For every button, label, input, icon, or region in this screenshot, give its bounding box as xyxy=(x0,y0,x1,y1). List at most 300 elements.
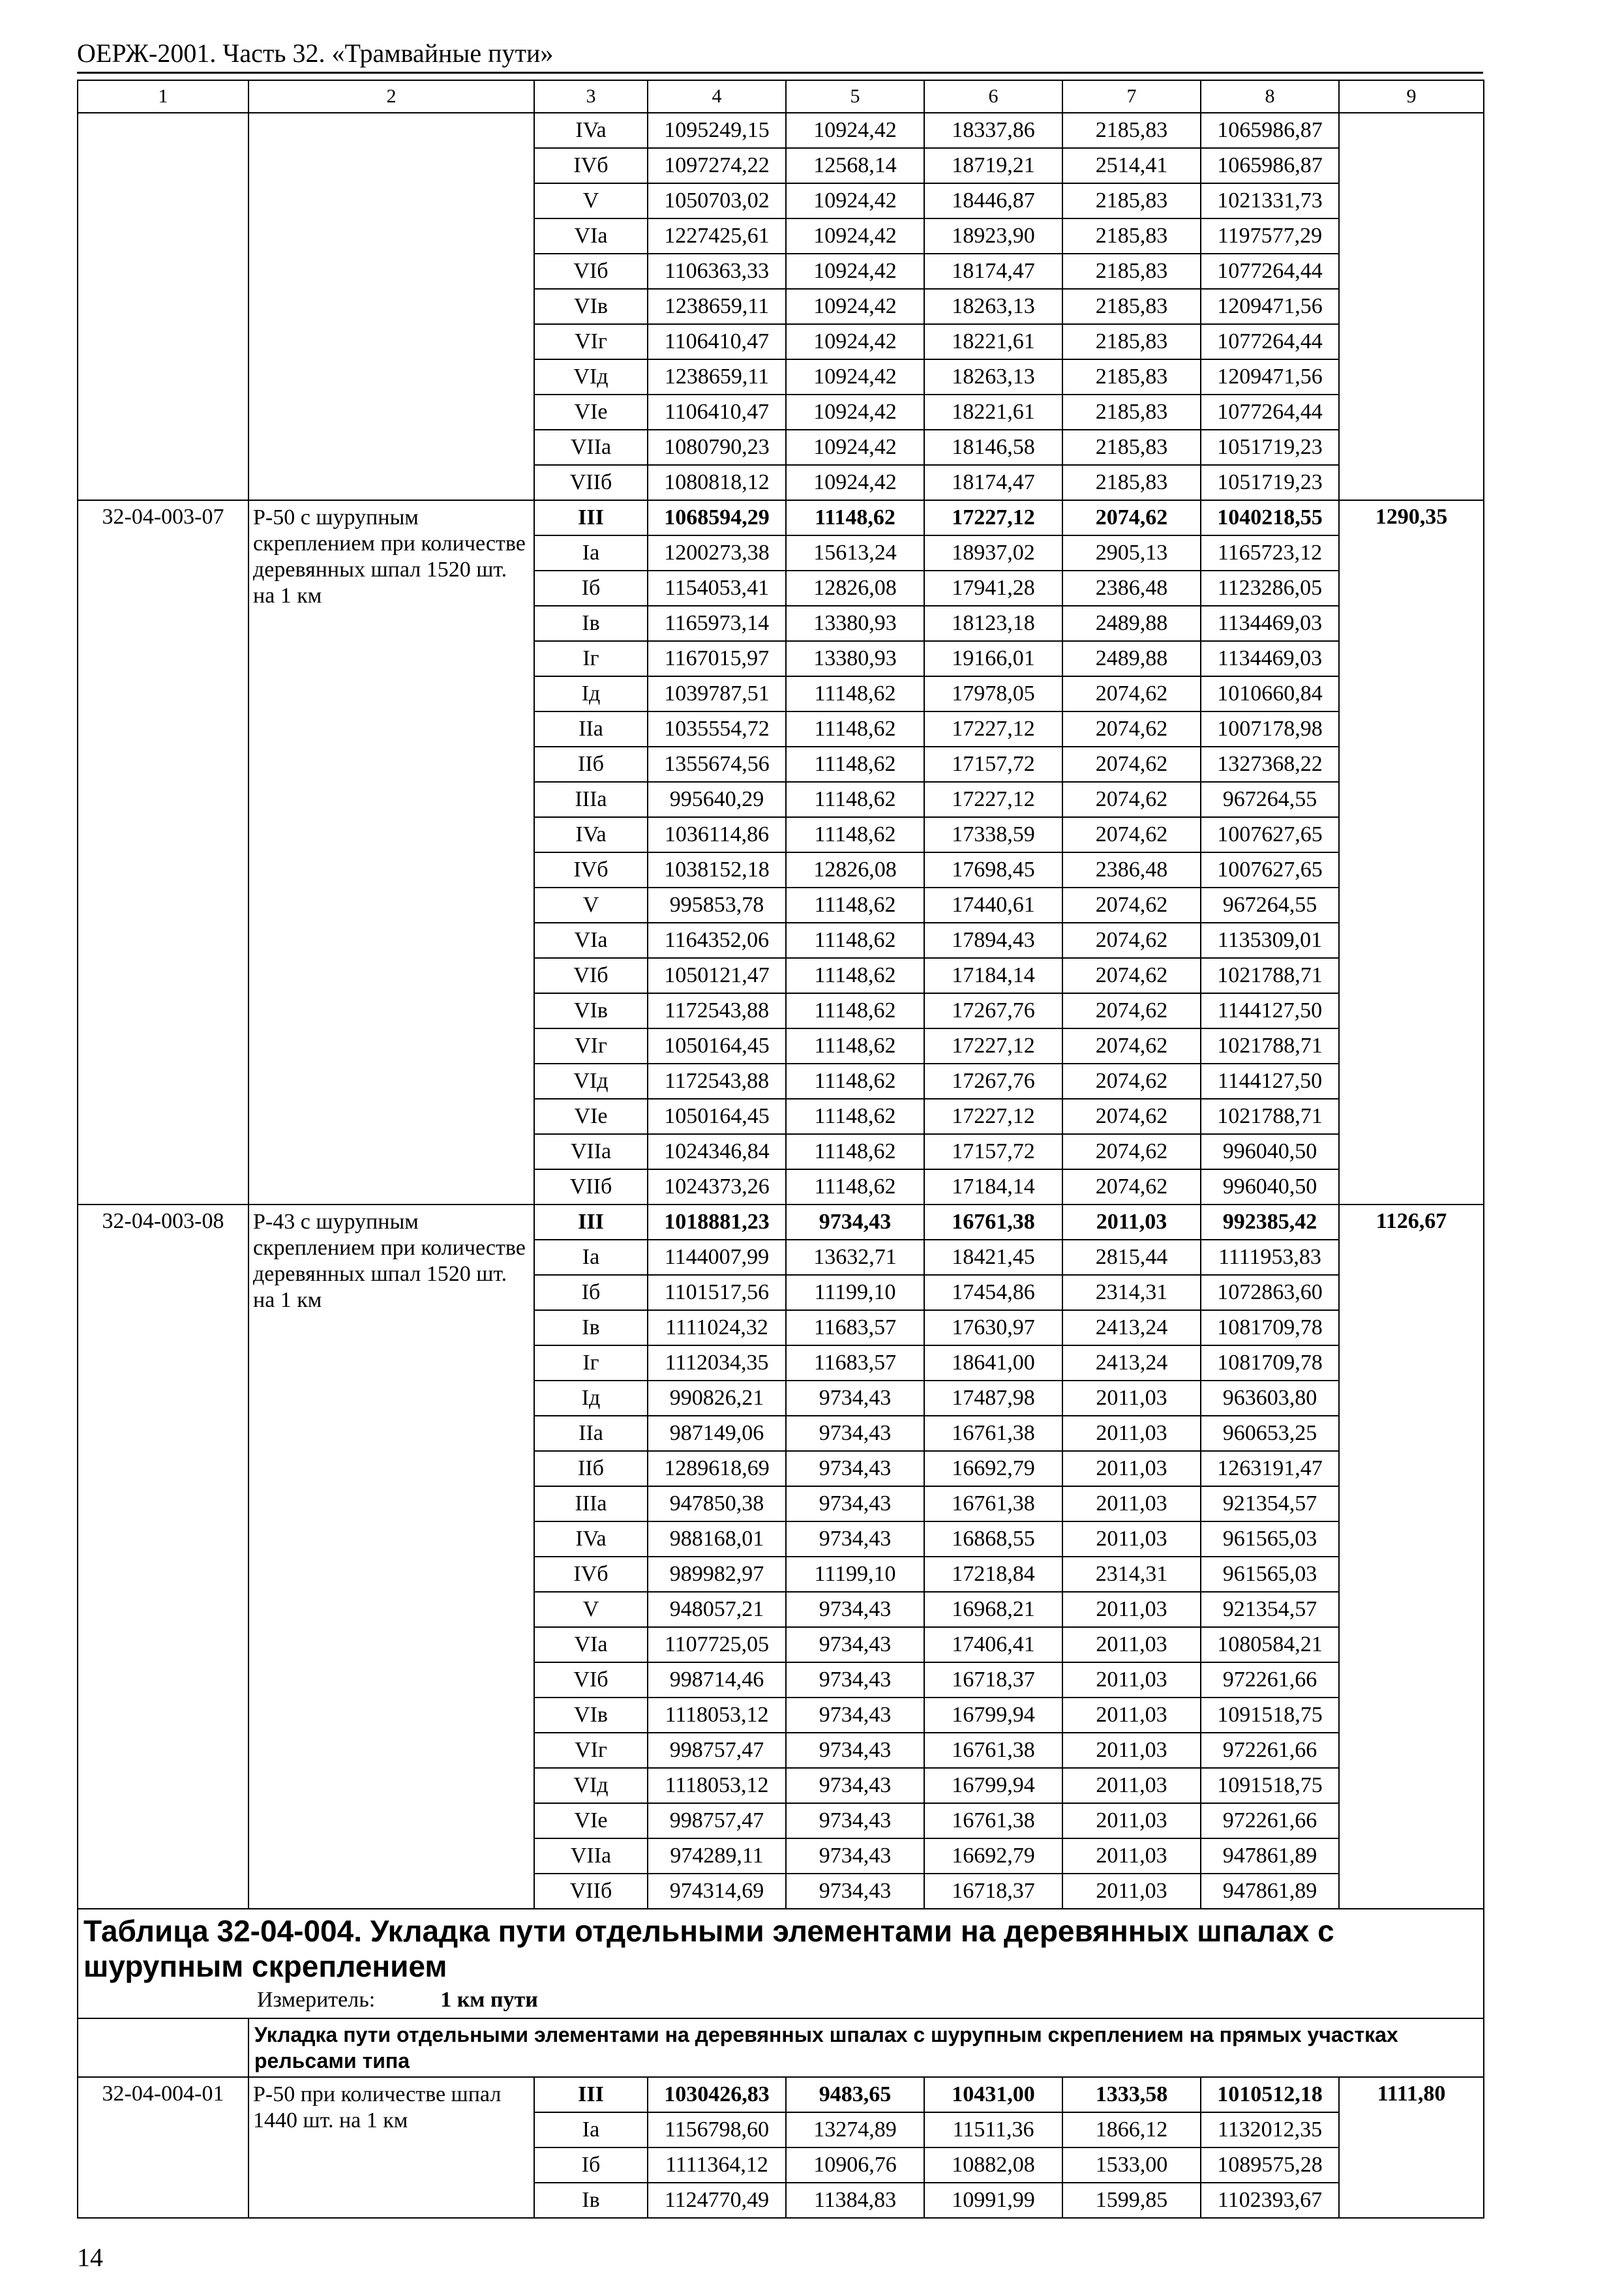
empty-cell xyxy=(78,2018,248,2077)
zone-cell: VIa xyxy=(534,218,648,254)
column-number-row xyxy=(78,80,1484,113)
value-cell: 18174,47 xyxy=(924,465,1062,500)
measure-value: 1 км пути xyxy=(440,1988,538,2012)
measure-line xyxy=(83,1986,1478,2014)
column-number: 9 xyxy=(1339,80,1484,113)
zone-cell: VIIб xyxy=(534,1874,648,1909)
value-cell: 967264,55 xyxy=(1201,782,1339,817)
value-cell: 18221,61 xyxy=(924,395,1062,430)
value-cell: 17454,86 xyxy=(924,1275,1062,1310)
value-cell: 10924,42 xyxy=(786,289,924,324)
value-cell: 18337,86 xyxy=(924,113,1062,148)
zone-cell: VIб xyxy=(534,1662,648,1698)
value-cell: 9734,43 xyxy=(786,1592,924,1627)
value-cell: 18221,61 xyxy=(924,324,1062,359)
value-cell: 11148,62 xyxy=(786,888,924,923)
value-cell: 2074,62 xyxy=(1062,993,1201,1028)
zone-cell: VIв xyxy=(534,1698,648,1733)
value-cell: 1081709,78 xyxy=(1201,1345,1339,1381)
value-cell: 2185,83 xyxy=(1062,113,1201,148)
value-cell: 9734,43 xyxy=(786,1698,924,1733)
value-cell: 10924,42 xyxy=(786,324,924,359)
value-cell: 2074,62 xyxy=(1062,747,1201,782)
value-cell: 17338,59 xyxy=(924,817,1062,852)
zone-cell: V xyxy=(534,888,648,923)
zone-cell: IIa xyxy=(534,711,648,747)
value-cell: 1036114,86 xyxy=(648,817,786,852)
value-cell: 967264,55 xyxy=(1201,888,1339,923)
measure-label: Измеритель: xyxy=(257,1988,376,2012)
value-cell: 17227,12 xyxy=(924,1028,1062,1064)
value-cell: 1091518,75 xyxy=(1201,1768,1339,1803)
value-cell: 1118053,12 xyxy=(648,1698,786,1733)
value-cell: 11148,62 xyxy=(786,923,924,958)
value-cell: 9734,43 xyxy=(786,1627,924,1662)
value-cell: 10924,42 xyxy=(786,254,924,289)
value-cell: 17157,72 xyxy=(924,747,1062,782)
value-cell: 1035554,72 xyxy=(648,711,786,747)
value-cell: 17698,45 xyxy=(924,852,1062,888)
value-cell: 9734,43 xyxy=(786,1451,924,1486)
value-cell: 974314,69 xyxy=(648,1874,786,1909)
value-cell: 17978,05 xyxy=(924,676,1062,711)
value-cell: 2011,03 xyxy=(1062,1838,1201,1874)
value-cell: 16761,38 xyxy=(924,1486,1062,1521)
value-cell: 1018881,23 xyxy=(648,1204,786,1240)
value-cell: 11148,62 xyxy=(786,817,924,852)
value-cell: 989982,97 xyxy=(648,1557,786,1592)
zone-cell: VIг xyxy=(534,1028,648,1064)
value-cell: 1050703,02 xyxy=(648,183,786,218)
zone-cell: VIIa xyxy=(534,1838,648,1874)
value-cell: 1038152,18 xyxy=(648,852,786,888)
value-cell: 996040,50 xyxy=(1201,1134,1339,1169)
value-cell: 2011,03 xyxy=(1062,1698,1201,1733)
value-cell: 2074,62 xyxy=(1062,1064,1201,1099)
value-cell: 2011,03 xyxy=(1062,1381,1201,1416)
value-cell: 2074,62 xyxy=(1062,1134,1201,1169)
value-cell: 1172543,88 xyxy=(648,1064,786,1099)
value-cell: 1289618,69 xyxy=(648,1451,786,1486)
value-cell: 1263191,47 xyxy=(1201,1451,1339,1486)
value-cell: 1080818,12 xyxy=(648,465,786,500)
value-cell: 1081709,78 xyxy=(1201,1310,1339,1345)
value-cell: 995853,78 xyxy=(648,888,786,923)
value-cell: 2074,62 xyxy=(1062,711,1201,747)
value-cell: 10924,42 xyxy=(786,430,924,465)
value-cell: 1077264,44 xyxy=(1201,324,1339,359)
value-cell: 1327368,22 xyxy=(1201,747,1339,782)
value-cell: 1156798,60 xyxy=(648,2112,786,2147)
value-cell: 1051719,23 xyxy=(1201,465,1339,500)
value-cell: 9483,65 xyxy=(786,2077,924,2112)
value-cell: 2314,31 xyxy=(1062,1557,1201,1592)
value-cell: 10431,00 xyxy=(924,2077,1062,2112)
value-cell: 1021331,73 xyxy=(1201,183,1339,218)
value-cell: 17487,98 xyxy=(924,1381,1062,1416)
value-cell: 18263,13 xyxy=(924,289,1062,324)
value-cell: 998757,47 xyxy=(648,1733,786,1768)
value-cell: 2905,13 xyxy=(1062,535,1201,571)
value-cell: 961565,03 xyxy=(1201,1557,1339,1592)
value-cell: 1599,85 xyxy=(1062,2183,1201,2218)
value-cell: 992385,42 xyxy=(1201,1204,1339,1240)
zone-cell: Iв xyxy=(534,606,648,641)
value-cell: 1106363,33 xyxy=(648,254,786,289)
value-cell: 921354,57 xyxy=(1201,1592,1339,1627)
value-cell: 16692,79 xyxy=(924,1838,1062,1874)
value-cell: 17157,72 xyxy=(924,1134,1062,1169)
value-cell: 1112034,35 xyxy=(648,1345,786,1381)
value-cell: 1165723,12 xyxy=(1201,535,1339,571)
value-cell: 9734,43 xyxy=(786,1838,924,1874)
rate-description xyxy=(248,113,534,500)
value-cell: 1124770,49 xyxy=(648,2183,786,2218)
zone-cell: IVa xyxy=(534,817,648,852)
value-cell: 10906,76 xyxy=(786,2147,924,2183)
value-cell: 11148,62 xyxy=(786,1028,924,1064)
value-cell: 9734,43 xyxy=(786,1521,924,1557)
value-cell: 1050164,45 xyxy=(648,1099,786,1134)
value-cell: 9734,43 xyxy=(786,1381,924,1416)
value-cell: 16718,37 xyxy=(924,1874,1062,1909)
value-cell: 2386,48 xyxy=(1062,852,1201,888)
value-cell: 998714,46 xyxy=(648,1662,786,1698)
value-cell: 9734,43 xyxy=(786,1768,924,1803)
value-cell: 15613,24 xyxy=(786,535,924,571)
zone-cell: VIe xyxy=(534,1099,648,1134)
value-cell: 1024373,26 xyxy=(648,1169,786,1204)
rate-code: 32-04-003-07 xyxy=(78,500,248,1204)
value-cell: 1209471,56 xyxy=(1201,359,1339,395)
value-cell: 17941,28 xyxy=(924,571,1062,606)
value-cell: 2011,03 xyxy=(1062,1662,1201,1698)
value-cell: 1024346,84 xyxy=(648,1134,786,1169)
value-cell: 18174,47 xyxy=(924,254,1062,289)
value-cell: 947861,89 xyxy=(1201,1838,1339,1874)
value-cell: 9734,43 xyxy=(786,1486,924,1521)
value-cell: 1333,58 xyxy=(1062,2077,1201,2112)
value-cell: 17227,12 xyxy=(924,1099,1062,1134)
value-cell: 9734,43 xyxy=(786,1733,924,1768)
value-cell: 2386,48 xyxy=(1062,571,1201,606)
value-cell: 1007627,65 xyxy=(1201,817,1339,852)
value-cell: 18937,02 xyxy=(924,535,1062,571)
zone-cell: V xyxy=(534,1592,648,1627)
zone-cell: Iг xyxy=(534,641,648,676)
value-cell: 1238659,11 xyxy=(648,289,786,324)
value-cell: 1197577,29 xyxy=(1201,218,1339,254)
value-cell: 11148,62 xyxy=(786,958,924,993)
zone-cell: VIб xyxy=(534,958,648,993)
value-cell: 960653,25 xyxy=(1201,1416,1339,1451)
value-cell: 2185,83 xyxy=(1062,324,1201,359)
value-cell: 1039787,51 xyxy=(648,676,786,711)
value-cell: 2314,31 xyxy=(1062,1275,1201,1310)
zone-cell: IVб xyxy=(534,852,648,888)
value-cell: 10924,42 xyxy=(786,183,924,218)
value-cell: 947850,38 xyxy=(648,1486,786,1521)
value-cell: 1135309,01 xyxy=(1201,923,1339,958)
value-cell: 1106410,47 xyxy=(648,395,786,430)
value-cell: 1065986,87 xyxy=(1201,148,1339,183)
value-cell: 2514,41 xyxy=(1062,148,1201,183)
labor-cost-cell: 1126,67 xyxy=(1339,1204,1484,1909)
value-cell: 963603,80 xyxy=(1201,1381,1339,1416)
zone-cell: VIa xyxy=(534,923,648,958)
zone-cell: IVa xyxy=(534,113,648,148)
value-cell: 13380,93 xyxy=(786,641,924,676)
column-number: 4 xyxy=(648,80,786,113)
value-cell: 11384,83 xyxy=(786,2183,924,2218)
value-cell: 9734,43 xyxy=(786,1803,924,1838)
value-cell: 17184,14 xyxy=(924,1169,1062,1204)
value-cell: 11683,57 xyxy=(786,1310,924,1345)
value-cell: 16799,94 xyxy=(924,1698,1062,1733)
zone-cell: IIб xyxy=(534,1451,648,1486)
table-row xyxy=(78,500,1484,535)
value-cell: 1355674,56 xyxy=(648,747,786,782)
column-number: 1 xyxy=(78,80,248,113)
table-row xyxy=(78,113,1484,148)
value-cell: 16761,38 xyxy=(924,1204,1062,1240)
value-cell: 17894,43 xyxy=(924,923,1062,958)
value-cell: 2011,03 xyxy=(1062,1592,1201,1627)
value-cell: 17267,76 xyxy=(924,1064,1062,1099)
column-number: 2 xyxy=(248,80,534,113)
value-cell: 18641,00 xyxy=(924,1345,1062,1381)
value-cell: 9734,43 xyxy=(786,1662,924,1698)
value-cell: 2074,62 xyxy=(1062,1099,1201,1134)
value-cell: 1077264,44 xyxy=(1201,254,1339,289)
value-cell: 1097274,22 xyxy=(648,148,786,183)
value-cell: 948057,21 xyxy=(648,1592,786,1627)
value-cell: 1065986,87 xyxy=(1201,113,1339,148)
value-cell: 996040,50 xyxy=(1201,1169,1339,1204)
value-cell: 2185,83 xyxy=(1062,289,1201,324)
value-cell: 990826,21 xyxy=(648,1381,786,1416)
value-cell: 2489,88 xyxy=(1062,606,1201,641)
value-cell: 11148,62 xyxy=(786,1169,924,1204)
value-cell: 9734,43 xyxy=(786,1204,924,1240)
value-cell: 18123,18 xyxy=(924,606,1062,641)
value-cell: 1132012,35 xyxy=(1201,2112,1339,2147)
value-cell: 11683,57 xyxy=(786,1345,924,1381)
value-cell: 1107725,05 xyxy=(648,1627,786,1662)
value-cell: 11148,62 xyxy=(786,747,924,782)
value-cell: 16718,37 xyxy=(924,1662,1062,1698)
zone-cell: Ia xyxy=(534,535,648,571)
section-title: Укладка пути отдельными элементами на деревянных шпалах с шурупным скреплением на прямых участках рельсами типа xyxy=(248,2018,1484,2077)
value-cell: 19166,01 xyxy=(924,641,1062,676)
value-cell: 11148,62 xyxy=(786,711,924,747)
value-cell: 11148,62 xyxy=(786,1064,924,1099)
value-cell: 17630,97 xyxy=(924,1310,1062,1345)
value-cell: 1209471,56 xyxy=(1201,289,1339,324)
value-cell: 2074,62 xyxy=(1062,782,1201,817)
zone-cell: Iд xyxy=(534,1381,648,1416)
value-cell: 1021788,71 xyxy=(1201,1028,1339,1064)
value-cell: 1118053,12 xyxy=(648,1768,786,1803)
zone-cell: VIг xyxy=(534,324,648,359)
rate-description: Р-50 с шурупным скреплением при количестве деревянных шпал 1520 шт. на 1 км xyxy=(248,500,534,1204)
value-cell: 17218,84 xyxy=(924,1557,1062,1592)
zone-cell: VIг xyxy=(534,1733,648,1768)
value-cell: 1068594,29 xyxy=(648,500,786,535)
value-cell: 11148,62 xyxy=(786,993,924,1028)
zone-cell: IIIa xyxy=(534,1486,648,1521)
value-cell: 1123286,05 xyxy=(1201,571,1339,606)
table-title-cell xyxy=(78,1909,1484,2018)
value-cell: 1077264,44 xyxy=(1201,395,1339,430)
value-cell: 2011,03 xyxy=(1062,1416,1201,1451)
zone-cell: VIIa xyxy=(534,430,648,465)
value-cell: 12568,14 xyxy=(786,148,924,183)
value-cell: 1165973,14 xyxy=(648,606,786,641)
zone-cell: IVб xyxy=(534,148,648,183)
column-number: 5 xyxy=(786,80,924,113)
value-cell: 2011,03 xyxy=(1062,1874,1201,1909)
page-header: ОЕРЖ-2001. Часть 32. «Трамвайные пути» xyxy=(77,38,554,68)
value-cell: 11199,10 xyxy=(786,1275,924,1310)
value-cell: 2011,03 xyxy=(1062,1768,1201,1803)
value-cell: 10924,42 xyxy=(786,218,924,254)
value-cell: 11511,36 xyxy=(924,2112,1062,2147)
value-cell: 2074,62 xyxy=(1062,676,1201,711)
value-cell: 16761,38 xyxy=(924,1803,1062,1838)
value-cell: 11148,62 xyxy=(786,1134,924,1169)
value-cell: 12826,08 xyxy=(786,571,924,606)
zone-cell: Iв xyxy=(534,1310,648,1345)
zone-cell: V xyxy=(534,183,648,218)
zone-cell: VIв xyxy=(534,993,648,1028)
value-cell: 10924,42 xyxy=(786,113,924,148)
value-cell: 18421,45 xyxy=(924,1240,1062,1275)
value-cell: 2011,03 xyxy=(1062,1803,1201,1838)
value-cell: 2011,03 xyxy=(1062,1627,1201,1662)
value-cell: 972261,66 xyxy=(1201,1733,1339,1768)
rate-description: Р-50 при количестве шпал 1440 шт. на 1 км xyxy=(248,2077,534,2218)
section-title-row xyxy=(78,2018,1484,2077)
value-cell: 2413,24 xyxy=(1062,1310,1201,1345)
value-cell: 1010512,18 xyxy=(1201,2077,1339,2112)
value-cell: 17440,61 xyxy=(924,888,1062,923)
value-cell: 1144127,50 xyxy=(1201,1064,1339,1099)
zone-cell: IIa xyxy=(534,1416,648,1451)
value-cell: 9734,43 xyxy=(786,1874,924,1909)
value-cell: 1106410,47 xyxy=(648,324,786,359)
value-cell: 1007627,65 xyxy=(1201,852,1339,888)
value-cell: 1111364,12 xyxy=(648,2147,786,2183)
rates-table-body xyxy=(78,80,1484,2218)
value-cell: 16799,94 xyxy=(924,1768,1062,1803)
value-cell: 2185,83 xyxy=(1062,218,1201,254)
value-cell: 18719,21 xyxy=(924,148,1062,183)
zone-cell: III xyxy=(534,2077,648,2112)
value-cell: 1866,12 xyxy=(1062,2112,1201,2147)
table-title-row xyxy=(78,1909,1484,2018)
zone-cell: IVa xyxy=(534,1521,648,1557)
value-cell: 1102393,67 xyxy=(1201,2183,1339,2218)
value-cell: 998757,47 xyxy=(648,1803,786,1838)
value-cell: 16761,38 xyxy=(924,1416,1062,1451)
value-cell: 17227,12 xyxy=(924,782,1062,817)
value-cell: 1091518,75 xyxy=(1201,1698,1339,1733)
value-cell: 11148,62 xyxy=(786,676,924,711)
value-cell: 1200273,38 xyxy=(648,535,786,571)
table-title: Таблица 32-04-004. Укладка пути отдельными элементами на деревянных шпалах с шурупным скреплением xyxy=(83,1914,1334,1983)
value-cell: 972261,66 xyxy=(1201,1662,1339,1698)
value-cell: 18146,58 xyxy=(924,430,1062,465)
value-cell: 11199,10 xyxy=(786,1557,924,1592)
value-cell: 1050164,45 xyxy=(648,1028,786,1064)
zone-cell: Iг xyxy=(534,1345,648,1381)
table-row xyxy=(78,1204,1484,1240)
value-cell: 2074,62 xyxy=(1062,500,1201,535)
value-cell: 17267,76 xyxy=(924,993,1062,1028)
zone-cell: IVб xyxy=(534,1557,648,1592)
value-cell: 2185,83 xyxy=(1062,465,1201,500)
zone-cell: VIa xyxy=(534,1627,648,1662)
value-cell: 10882,08 xyxy=(924,2147,1062,2183)
value-cell: 2074,62 xyxy=(1062,817,1201,852)
value-cell: 18446,87 xyxy=(924,183,1062,218)
column-number: 3 xyxy=(534,80,648,113)
value-cell: 16868,55 xyxy=(924,1521,1062,1557)
value-cell: 2074,62 xyxy=(1062,1028,1201,1064)
value-cell: 17184,14 xyxy=(924,958,1062,993)
value-cell: 2011,03 xyxy=(1062,1486,1201,1521)
value-cell: 2413,24 xyxy=(1062,1345,1201,1381)
zone-cell: VIIa xyxy=(534,1134,648,1169)
value-cell: 1050121,47 xyxy=(648,958,786,993)
rate-code: 32-04-003-08 xyxy=(78,1204,248,1909)
value-cell: 16761,38 xyxy=(924,1733,1062,1768)
value-cell: 1164352,06 xyxy=(648,923,786,958)
value-cell: 1238659,11 xyxy=(648,359,786,395)
value-cell: 11148,62 xyxy=(786,1099,924,1134)
value-cell: 987149,06 xyxy=(648,1416,786,1451)
value-cell: 2011,03 xyxy=(1062,1451,1201,1486)
value-cell: 2074,62 xyxy=(1062,958,1201,993)
value-cell: 974289,11 xyxy=(648,1838,786,1874)
value-cell: 10924,42 xyxy=(786,465,924,500)
value-cell: 961565,03 xyxy=(1201,1521,1339,1557)
zone-cell: Iв xyxy=(534,2183,648,2218)
zone-cell: VIб xyxy=(534,254,648,289)
value-cell: 2011,03 xyxy=(1062,1733,1201,1768)
value-cell: 1227425,61 xyxy=(648,218,786,254)
zone-cell: Iд xyxy=(534,676,648,711)
value-cell: 16968,21 xyxy=(924,1592,1062,1627)
value-cell: 2185,83 xyxy=(1062,395,1201,430)
value-cell: 2185,83 xyxy=(1062,254,1201,289)
value-cell: 1154053,41 xyxy=(648,571,786,606)
rate-description: Р-43 с шурупным скреплением при количестве деревянных шпал 1520 шт. на 1 км xyxy=(248,1204,534,1909)
value-cell: 1021788,71 xyxy=(1201,958,1339,993)
value-cell: 12826,08 xyxy=(786,852,924,888)
value-cell: 1021788,71 xyxy=(1201,1099,1339,1134)
value-cell: 1007178,98 xyxy=(1201,711,1339,747)
header-rule xyxy=(77,72,1483,74)
zone-cell: III xyxy=(534,500,648,535)
value-cell: 17227,12 xyxy=(924,500,1062,535)
value-cell: 13632,71 xyxy=(786,1240,924,1275)
value-cell: 1051719,23 xyxy=(1201,430,1339,465)
value-cell: 1111953,83 xyxy=(1201,1240,1339,1275)
value-cell: 10924,42 xyxy=(786,395,924,430)
zone-cell: VIe xyxy=(534,1803,648,1838)
